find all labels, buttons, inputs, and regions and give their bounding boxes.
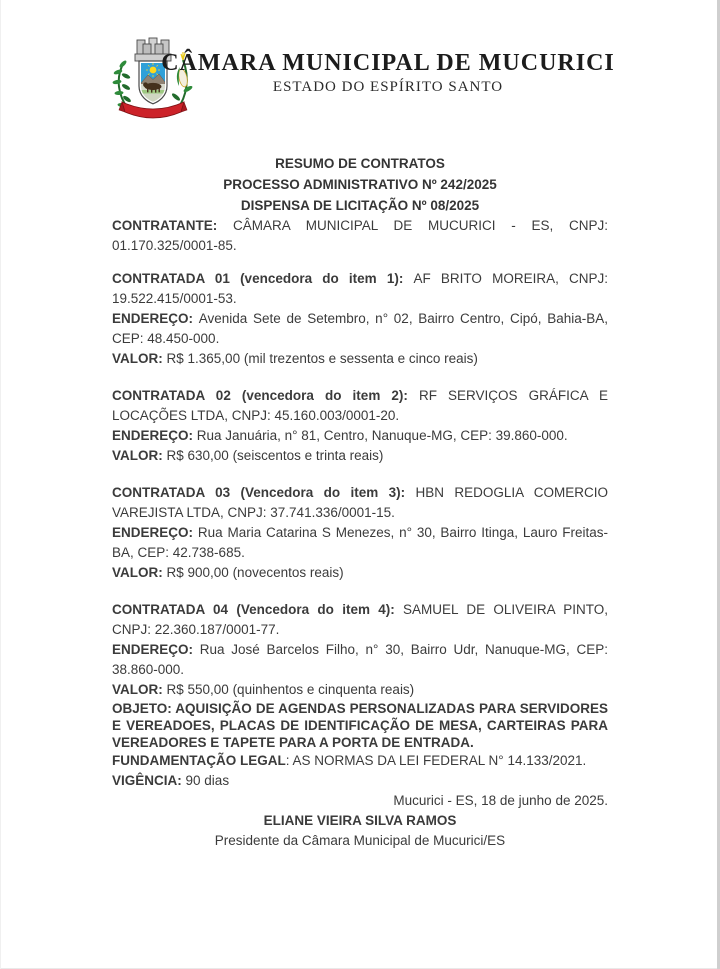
contract-company: RF SERVIÇOS GRÁFICA E LOCAÇÕES LTDA, CNPJ: 45.160.003/0001-20. — [112, 388, 608, 423]
value-text: R$ 900,00 (novecentos reais) — [166, 565, 344, 580]
contratante-label: CONTRATANTE: — [112, 218, 218, 233]
contract-address-line — [112, 640, 608, 680]
fundamentacao-paragraph — [112, 751, 608, 771]
fundamentacao-text: : AS NORMAS DA LEI FEDERAL N° 14.133/2021. — [285, 753, 587, 768]
contract-address-line — [112, 309, 608, 349]
title-line-2: PROCESSO ADMINISTRATIVO Nº 242/2025 — [223, 177, 497, 192]
value-text: R$ 1.365,00 (mil trezentos e sessenta e cinco reais) — [166, 351, 478, 366]
contratante-paragraph — [112, 216, 608, 256]
document-header — [0, 0, 720, 140]
vigencia-paragraph — [112, 771, 608, 791]
value-label: VALOR: — [112, 448, 163, 463]
org-name: CÂMARA MUNICIPAL DE MUCURICI — [161, 50, 615, 76]
contract-block-02 — [112, 386, 608, 466]
value-text: R$ 550,00 (quinhentos e cinquenta reais) — [166, 682, 415, 697]
document-body — [0, 216, 720, 851]
contract-block-04 — [112, 600, 608, 700]
dateline: Mucurici - ES, 18 de junho de 2025. — [393, 793, 608, 808]
contract-block-03 — [112, 483, 608, 583]
vigencia-text: 90 dias — [185, 773, 230, 788]
value-label: VALOR: — [112, 351, 163, 366]
contract-company: AF BRITO MOREIRA, CNPJ: 19.522.415/0001-53. — [112, 271, 608, 306]
address-text: Rua Januária, n° 81, Centro, Nanuque-MG, CEP: 39.860-000. — [196, 428, 568, 443]
fundamentacao-label: FUNDAMENTAÇÃO LEGAL — [112, 753, 286, 768]
address-label: ENDEREÇO: — [112, 311, 194, 326]
contract-value-line — [112, 680, 608, 700]
contract-label: CONTRATADA 04 (Vencedora do item 4): — [112, 602, 395, 617]
address-label: ENDEREÇO: — [112, 642, 194, 657]
value-label: VALOR: — [112, 682, 163, 697]
address-label: ENDEREÇO: — [112, 428, 194, 443]
signature-name: ELIANE VIEIRA SILVA RAMOS — [263, 813, 457, 828]
contract-company-line — [112, 386, 608, 426]
address-text: Rua José Barcelos Filho, n° 30, Bairro Udr, Nanuque-MG, CEP: 38.860-000. — [112, 642, 608, 677]
contract-company-line — [112, 483, 608, 523]
value-label: VALOR: — [112, 565, 163, 580]
org-subtitle: ESTADO DO ESPÍRITO SANTO — [272, 79, 504, 95]
contract-label: CONTRATADA 01 (vencedora do item 1): — [112, 271, 404, 286]
contratante-text: CÂMARA MUNICIPAL DE MUCURICI - ES, CNPJ: 01.170.325/0001-85. — [112, 218, 608, 253]
title-line-3: DISPENSA DE LICITAÇÃO Nº 08/2025 — [240, 198, 480, 213]
value-text: R$ 630,00 (seiscentos e trinta reais) — [166, 448, 384, 463]
vigencia-label: VIGÊNCIA: — [112, 773, 182, 788]
contract-value-line — [112, 446, 608, 466]
address-label: ENDEREÇO: — [112, 525, 194, 540]
title-line-1: RESUMO DE CONTRATOS — [275, 156, 445, 171]
contract-value-line — [112, 563, 608, 583]
contract-block-01 — [112, 269, 608, 369]
document-title — [0, 140, 720, 216]
header-text — [56, 50, 720, 96]
address-text: Avenida Sete de Setembro, n° 02, Bairro Centro, Cipó, Bahia-BA, CEP: 48.450-000. — [112, 311, 608, 346]
contract-company: HBN REDOGLIA COMERCIO VAREJISTA LTDA, CNPJ: 37.741.336/0001-15. — [112, 485, 608, 520]
contract-address-line — [112, 426, 608, 446]
contract-label: CONTRATADA 03 (Vencedora do item 3): — [112, 485, 406, 500]
signature-role: Presidente da Câmara Municipal de Mucurici/ES — [214, 833, 506, 848]
address-text: Rua Maria Catarina S Menezes, n° 30, Bairro Itinga, Lauro Freitas-BA, CEP: 42.738-685. — [112, 525, 608, 560]
contract-company-line — [112, 269, 608, 309]
contract-address-line — [112, 523, 608, 563]
contract-company: SAMUEL DE OLIVEIRA PINTO, CNPJ: 22.360.187/0001-77. — [112, 602, 608, 637]
objeto-paragraph: OBJETO: AQUISIÇÃO DE AGENDAS PERSONALIZADAS PARA SERVIDORES E VEREADOES, PLACAS DE IDENTIFICAÇÃO DE MESA, CARTEIRAS PARA VEREADORES E TAPETE PARA A PORTA DE ENTRADA. — [112, 701, 608, 750]
contract-company-line — [112, 600, 608, 640]
contract-value-line — [112, 349, 608, 369]
contract-label: CONTRATADA 02 (vencedora do item 2): — [112, 388, 408, 403]
